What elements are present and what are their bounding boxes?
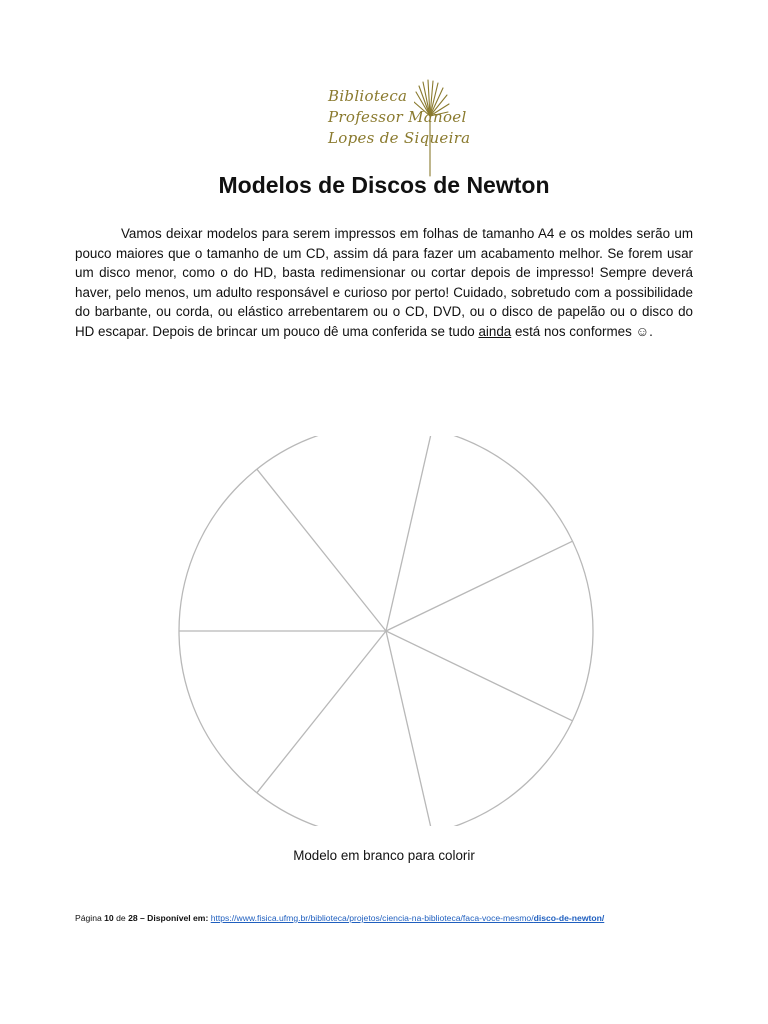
footer-of-label: de (113, 913, 129, 923)
logo-line-2: Professor Manoel (328, 108, 467, 126)
sector-divider (386, 631, 432, 826)
logo-line-3: Lopes de Siqueira (328, 129, 471, 147)
footer-total-pages: 28 (128, 913, 138, 923)
library-logo (320, 78, 471, 178)
paragraph-text-end: está nos conformes ☺. (511, 323, 653, 339)
disc-caption: Modelo em branco para colorir (293, 848, 475, 863)
plant-icon (414, 78, 460, 178)
paragraph-text: Vamos deixar modelos para serem impressos em folhas de tamanho A4 e os moldes serão um pouco maiores que o tamanho de um CD, assim dá para fazer um acabamento melhor. Se forem usar um disco menor, como o do HD, basta redimensionar ou cortar depois de impresso! Sempre deverá haver, pelo menos, um adulto responsável e curioso por perto! Cuidado, sobretudo com a possibilidade do barbante, ou corda, ou elástico arrebentarem ou o CD, DVD, ou o disco de papelão ou o disco do HD escapar. Depois de brincar um pouco dê uma conferida se tudo (75, 226, 693, 339)
page-footer (75, 913, 755, 923)
sector-divider (386, 541, 573, 631)
logo-line-1: Biblioteca (328, 87, 408, 105)
sector-divider (257, 469, 386, 631)
footer-link[interactable] (211, 913, 605, 923)
sector-divider (386, 631, 573, 721)
sector-divider (257, 631, 386, 793)
footer-link-path: https://www.fisica.ufmg.br/biblioteca/projetos/ciencia-na-biblioteca/faca-voce-mesmo/ (210, 913, 534, 923)
footer-available-label: – Disponível em: (137, 913, 211, 923)
page-title: Modelos de Discos de Newton (218, 172, 550, 198)
newton-disc (176, 436, 596, 826)
underlined-word: ainda (478, 323, 512, 339)
footer-page-label: Página (75, 913, 105, 923)
footer-page-number: 10 (104, 913, 114, 923)
footer-link-slug: disco-de-newton/ (533, 913, 605, 923)
intro-paragraph (75, 224, 693, 342)
sector-divider (386, 436, 432, 631)
